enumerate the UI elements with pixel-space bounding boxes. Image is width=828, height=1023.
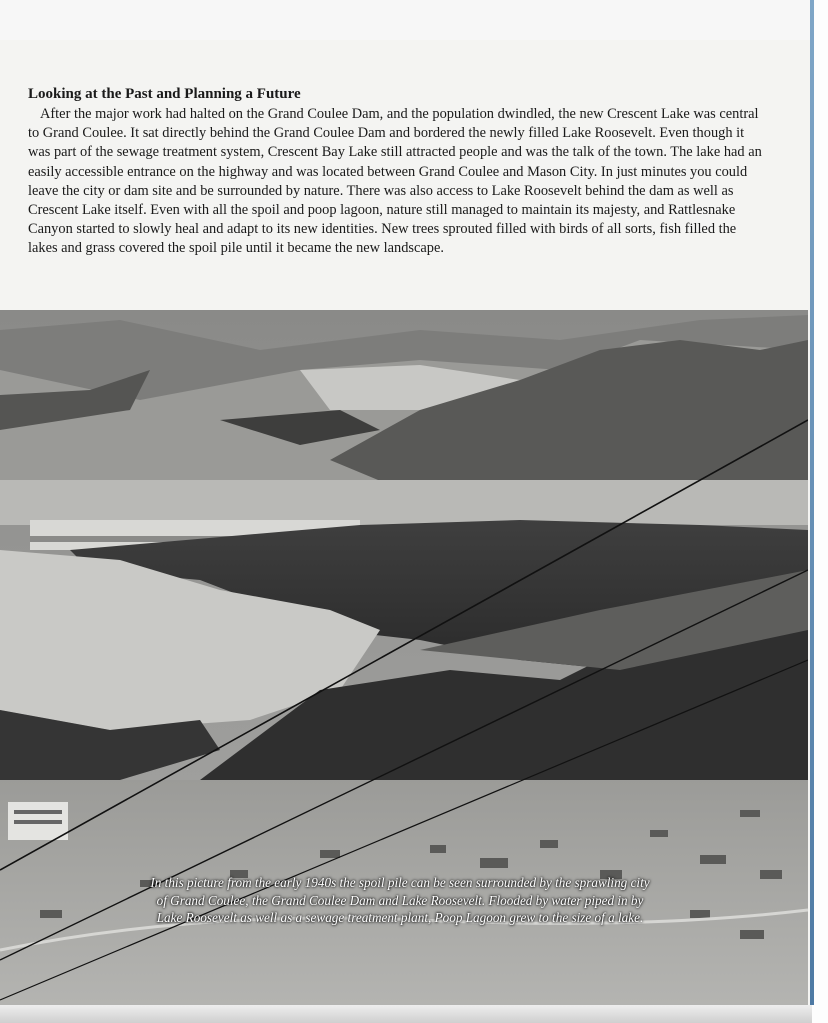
photo-caption [150,874,650,927]
page-top-margin [0,0,810,40]
page-edge [810,0,814,1005]
article-body: After the major work had halted on the Grand Coulee Dam, and the population dwindled, the new Crescent Lake was central to Grand Coulee. It sat directly behind the Grand Coulee Dam and bordered the newly filled Lake Roosevelt. Even though it was part of the sewage treatment system, Crescent Bay Lake still attracted people and was the talk of the town. The lake had an easily accessible entrance on the highway and was located between Grand Coulee and Mason City. In just minutes you could leave the city or dam site and be surrounded by nature. There was also access to Lake Roosevelt behind the dam as well as Crescent Lake itself. Even with all the spoil and poop lagoon, nature still managed to maintain its majesty, and Rattlesnake Canyon started to slowly heal and adapt to its new identities. New trees sprouted filled with birds of all sorts, fish filled the lakes and grass covered the spoil pile until it became the new landscape. [28,106,762,257]
article-heading: Looking at the Past and Planning a Future [28,86,301,102]
photo-caption-text: In this picture from the early 1940s the spoil pile can be seen surrounded by the sprawling city of Grand Coulee, the Grand Coulee Dam and Lake Roosevelt. Flooded by water piped in by Lake Roosevelt as well as a sewage treatment plant, Poop Lagoon grew to the size of a lake. [150,875,650,925]
article-text [28,86,768,259]
historic-photo [0,310,808,1005]
scan-bottom-edge [0,1005,812,1023]
